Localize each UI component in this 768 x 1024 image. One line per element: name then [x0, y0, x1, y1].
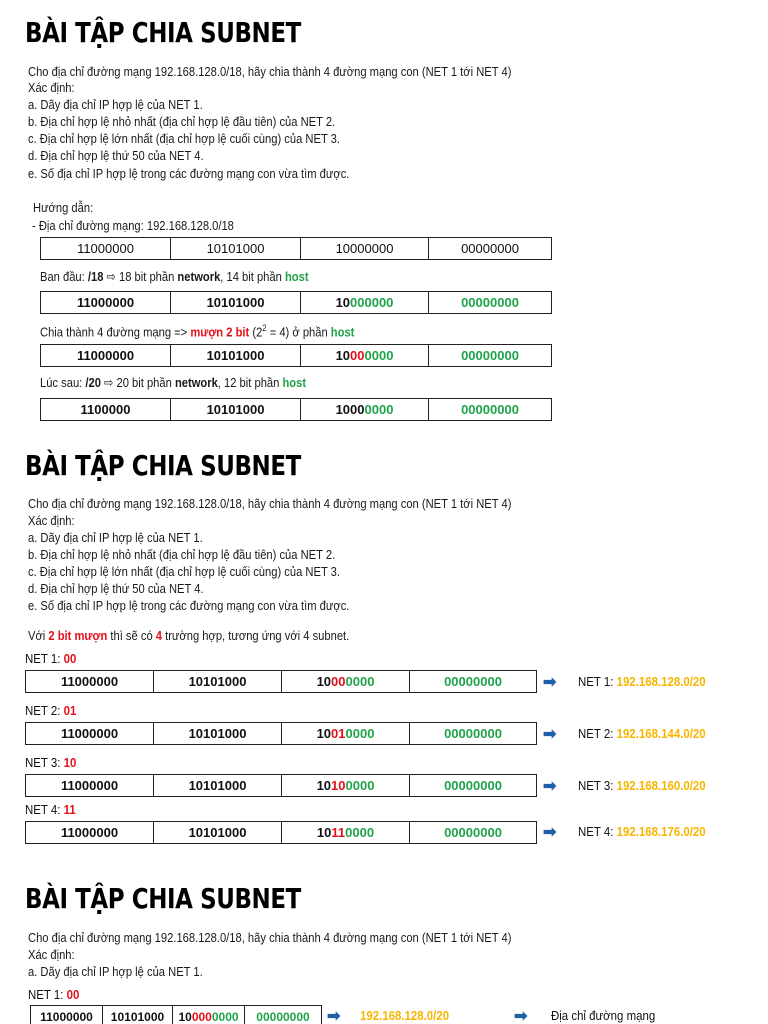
- octet-4: 00000000: [429, 345, 552, 367]
- arrow-right-icon: ➡: [543, 726, 557, 743]
- octet-2: 10101000: [154, 822, 282, 844]
- exponent: 2: [262, 323, 267, 333]
- octet-1: 11000000: [26, 723, 154, 745]
- net3-table: [25, 774, 537, 797]
- net3-result: [578, 778, 706, 793]
- ip-table-original: [40, 237, 552, 260]
- octet-1: 11000000: [31, 1006, 103, 1024]
- section3-net1-label: [28, 987, 79, 1002]
- octet-4: 00000000: [429, 238, 552, 260]
- octet-3-host-bits: 0000: [345, 726, 375, 741]
- arrow-right-icon: ➡: [543, 824, 557, 841]
- net1-table: [25, 670, 537, 693]
- ip-table-initial: [40, 291, 552, 314]
- octet-1: 11000000: [41, 292, 171, 314]
- octet-3-host-bits: 000000: [350, 295, 394, 310]
- octet-1: 11000000: [41, 238, 171, 260]
- net1-result-value: 192.168.128.0/20: [616, 674, 706, 689]
- initial-mask: /18: [87, 269, 104, 284]
- section1-item-b: b. Địa chỉ hợp lệ nhỏ nhất (địa chỉ hợp lệ đầu tiên) của NET 2.: [28, 114, 336, 129]
- borrow-text: mượn 2 bit: [190, 324, 250, 340]
- section3-intro: Cho địa chỉ đường mạng 192.168.128.0/18, hãy chia thành 4 đường mạng con (NET 1 tới NET 4): [28, 930, 512, 945]
- arrow-right-icon: ➡: [543, 778, 557, 795]
- octet-2: 10101000: [154, 723, 282, 745]
- octet-3-host-bits: 0000: [364, 348, 394, 363]
- octet-3-network-bits: 10: [178, 1009, 192, 1024]
- after-line: [40, 375, 306, 391]
- octet-1: 1100000: [41, 399, 171, 421]
- net2-result: [578, 726, 706, 741]
- with-count: 4: [155, 628, 162, 643]
- octet-3-borrowed-bits: 10: [331, 778, 346, 793]
- net4-table: [25, 821, 537, 844]
- octet-4: 00000000: [410, 671, 537, 693]
- octet-3: [282, 723, 410, 745]
- octet-3: [282, 671, 410, 693]
- net3-result-value: 192.168.160.0/20: [616, 778, 706, 793]
- section1-determine: Xác định:: [28, 80, 75, 95]
- network-address-note: Địa chỉ đường mạng: [551, 1008, 656, 1023]
- section2-intro: Cho địa chỉ đường mạng 192.168.128.0/18, hãy chia thành 4 đường mạng con (NET 1 tới NET 4): [28, 496, 512, 511]
- net3-result-label: NET 3:: [578, 778, 617, 793]
- with-text3: trường hợp, tương ứng với 4 subnet.: [161, 628, 350, 643]
- octet-3-host-bits: 0000: [345, 674, 375, 689]
- octet-3-borrowed-bits: 00: [350, 348, 365, 363]
- section1-item-a: a. Dãy địa chỉ IP hợp lệ của NET 1.: [28, 97, 203, 112]
- net4-result: [578, 824, 706, 839]
- divide-text1: Chia thành 4 đường mạng =>: [40, 324, 191, 340]
- section2-item-c: c. Địa chỉ hợp lệ lớn nhất (địa chỉ hợp lệ cuối cùng) của NET 3.: [28, 564, 341, 579]
- initial-line: [40, 269, 309, 285]
- octet-4: 00000000: [410, 723, 537, 745]
- ip-table-borrow: [40, 344, 552, 367]
- octet-3-network-bits: 1000: [335, 402, 365, 417]
- octet-1: 11000000: [26, 775, 154, 797]
- section1-intro: Cho địa chỉ đường mạng 192.168.128.0/18, hãy chia thành 4 đường mạng con (NET 1 tới NET 4): [28, 64, 512, 79]
- after-text1: ⇨ 20 bit phần: [100, 375, 175, 390]
- octet-2: 10101000: [154, 671, 282, 693]
- net4-bits: 11: [63, 802, 76, 817]
- section2-item-a: a. Dãy địa chỉ IP hợp lệ của NET 1.: [28, 530, 203, 545]
- section3-item-a: a. Dãy địa chỉ IP hợp lệ của NET 1.: [28, 964, 203, 979]
- section1-item-c: c. Địa chỉ hợp lệ lớn nhất (địa chỉ hợp lệ cuối cùng) của NET 3.: [28, 131, 341, 146]
- octet-3-host-bits: 0000: [364, 402, 394, 417]
- section2-determine: Xác định:: [28, 513, 75, 528]
- section2-title: BÀI TẬP CHIA SUBNET: [25, 449, 301, 482]
- section1-title: BÀI TẬP CHIA SUBNET: [25, 16, 301, 49]
- host-word: host: [282, 375, 307, 390]
- net1-bits: 00: [63, 651, 77, 666]
- net1-label: [25, 651, 76, 666]
- divide-text2: (2: [249, 324, 263, 340]
- with-text1: Với: [28, 628, 49, 643]
- octet-1: 11000000: [26, 822, 154, 844]
- octet-3-borrowed-bits: 000: [191, 1009, 212, 1024]
- section1-item-d: d. Địa chỉ hợp lệ thứ 50 của NET 4.: [28, 148, 204, 163]
- section3-determine: Xác định:: [28, 947, 75, 962]
- after-mask: /20: [85, 375, 101, 390]
- initial-text2: , 14 bit phần: [220, 269, 285, 284]
- arrow-right-icon: ➡: [543, 674, 557, 691]
- divide-text3: = 4) ở phần: [266, 324, 331, 340]
- arrow-right-icon: ➡: [514, 1008, 528, 1024]
- with-borrow: 2 bit mượn: [48, 628, 108, 643]
- octet-2: 10101000: [154, 775, 282, 797]
- octet-1: 11000000: [41, 345, 171, 367]
- octet-3-network-bits: 10: [316, 726, 332, 741]
- octet-3: [173, 1006, 245, 1024]
- octet-3: [301, 292, 429, 314]
- net3-label: [25, 755, 76, 770]
- net2-table: [25, 722, 537, 745]
- octet-3-network-bits: 10: [335, 348, 351, 363]
- octet-2: 10101000: [103, 1006, 173, 1024]
- net3-bits: 10: [63, 755, 77, 770]
- section3-net1-bits: 00: [66, 987, 80, 1002]
- net2-result-value: 192.168.144.0/20: [616, 726, 706, 741]
- octet-3: 10000000: [301, 238, 429, 260]
- initial-text1: ⇨ 18 bit phần: [103, 269, 178, 284]
- octet-3-host-bits: 0000: [211, 1009, 239, 1024]
- host-word: host: [284, 269, 309, 284]
- section2-item-e: e. Số địa chỉ IP hợp lệ trong các đường mạng con vừa tìm được.: [28, 598, 350, 613]
- octet-2: 10101000: [171, 345, 301, 367]
- section2-item-b: b. Địa chỉ hợp lệ nhỏ nhất (địa chỉ hợp lệ đầu tiên) của NET 2.: [28, 547, 336, 562]
- octet-3-borrowed-bits: 00: [331, 674, 346, 689]
- octet-4: 00000000: [429, 399, 552, 421]
- section1-item-e: e. Số địa chỉ IP hợp lệ trong các đường mạng con vừa tìm được.: [28, 166, 350, 181]
- octet-3-host-bits: 0000: [345, 778, 375, 793]
- net1-result-label: NET 1:: [578, 674, 617, 689]
- octet-3-network-bits: 10: [316, 778, 332, 793]
- net1-result: [578, 674, 706, 689]
- octet-4: 00000000: [245, 1006, 322, 1024]
- octet-4: 00000000: [410, 775, 537, 797]
- octet-2: 10101000: [171, 292, 301, 314]
- octet-4: 00000000: [410, 822, 537, 844]
- divide-line: [40, 321, 354, 340]
- with-line: [28, 628, 349, 644]
- guide-label: Hướng dẫn:: [33, 200, 94, 215]
- section2-item-d: d. Địa chỉ hợp lệ thứ 50 của NET 4.: [28, 581, 204, 596]
- section3-net1-label-text: NET 1:: [28, 987, 67, 1002]
- net2-result-label: NET 2:: [578, 726, 617, 741]
- after-prefix: Lúc sau:: [40, 375, 86, 390]
- network-word: network: [174, 375, 218, 390]
- ip-table-after: [40, 398, 552, 421]
- octet-3-network-bits: 10: [316, 825, 332, 840]
- section3-title: BÀI TẬP CHIA SUBNET: [25, 882, 301, 915]
- with-text2: thì sẽ có: [107, 628, 156, 643]
- net4-result-value: 192.168.176.0/20: [616, 824, 706, 839]
- octet-3-host-bits: 0000: [345, 825, 375, 840]
- octet-4: 00000000: [429, 292, 552, 314]
- net1-label-text: NET 1:: [25, 651, 64, 666]
- section3-net1-table: [30, 1005, 322, 1024]
- octet-3: [282, 775, 410, 797]
- net2-bits: 01: [63, 703, 77, 718]
- octet-3-borrowed-bits: 01: [331, 726, 346, 741]
- octet-2: 10101000: [171, 399, 301, 421]
- section3-net1-result: 192.168.128.0/20: [360, 1008, 450, 1023]
- net2-label: [25, 703, 76, 718]
- net4-result-label: NET 4:: [578, 824, 617, 839]
- net4-label-text: NET 4:: [25, 802, 64, 817]
- after-text2: , 12 bit phần: [217, 375, 283, 390]
- host-word: host: [330, 324, 355, 340]
- net4-label: [25, 802, 76, 817]
- octet-1: 11000000: [26, 671, 154, 693]
- octet-3-network-bits: 10: [316, 674, 332, 689]
- arrow-right-icon: ➡: [327, 1008, 341, 1024]
- octet-2: 10101000: [171, 238, 301, 260]
- network-address: - Địa chỉ đường mạng: 192.168.128.0/18: [32, 218, 234, 233]
- net3-label-text: NET 3:: [25, 755, 64, 770]
- network-word: network: [177, 269, 221, 284]
- net2-label-text: NET 2:: [25, 703, 64, 718]
- octet-3-network-bits: 10: [335, 295, 351, 310]
- octet-3: [301, 345, 429, 367]
- octet-3-borrowed-bits: 11: [331, 825, 346, 840]
- octet-3: [301, 399, 429, 421]
- initial-prefix: Ban đầu:: [40, 269, 88, 284]
- octet-3: [282, 822, 410, 844]
